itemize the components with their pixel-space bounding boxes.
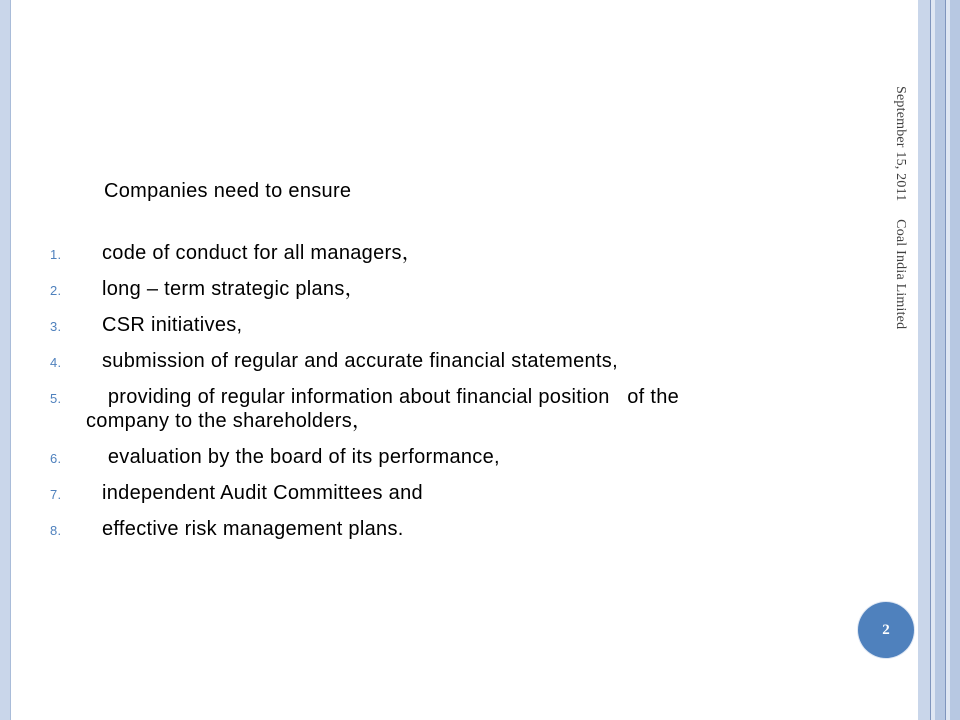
list-item-text: CSR initiatives,	[102, 314, 243, 336]
list-number: 3.	[50, 319, 62, 334]
list-item	[50, 517, 840, 541]
left-border	[0, 0, 10, 720]
list-item	[50, 481, 840, 505]
list-item	[50, 313, 840, 337]
list-item-text-line: providing of regular information about financial position of the	[102, 386, 680, 408]
page-number-badge	[858, 602, 914, 658]
list-item-text-line: company to the shareholders，	[86, 410, 373, 432]
list-item	[50, 385, 840, 433]
page-number: 2	[882, 621, 890, 638]
right-border-stripe	[918, 0, 930, 720]
list-number: 8.	[50, 523, 62, 538]
list-number: 1.	[50, 247, 62, 262]
slide-body	[50, 174, 840, 553]
right-border-stripe	[950, 0, 960, 720]
list-item	[50, 241, 840, 265]
list-number: 4.	[50, 355, 62, 370]
list-item-text: code of conduct for all managers，	[102, 242, 423, 264]
list-item	[50, 277, 840, 301]
left-border-line	[10, 0, 11, 720]
list-item-text: long – term strategic plans，	[102, 278, 365, 300]
right-border-stripe	[935, 0, 945, 720]
numbered-list	[50, 241, 840, 541]
footer-date: September 15, 2011	[893, 86, 908, 202]
list-item-text	[86, 385, 840, 433]
list-item	[50, 445, 840, 469]
list-number: 6.	[50, 451, 62, 466]
list-number: 2.	[50, 283, 62, 298]
intro-text: Companies need to ensure	[104, 180, 352, 202]
list-number: 7.	[50, 487, 62, 502]
list-item-text: submission of regular and accurate financial statements,	[102, 350, 618, 372]
list-item	[50, 349, 840, 373]
side-footer	[892, 86, 908, 329]
list-number: 5.	[50, 391, 62, 406]
list-item-text: independent Audit Committees and	[102, 482, 423, 504]
list-item-text: effective risk management plans.	[102, 518, 404, 540]
list-item-text: evaluation by the board of its performance,	[102, 446, 500, 468]
footer-organization: Coal India Limited	[893, 219, 908, 330]
